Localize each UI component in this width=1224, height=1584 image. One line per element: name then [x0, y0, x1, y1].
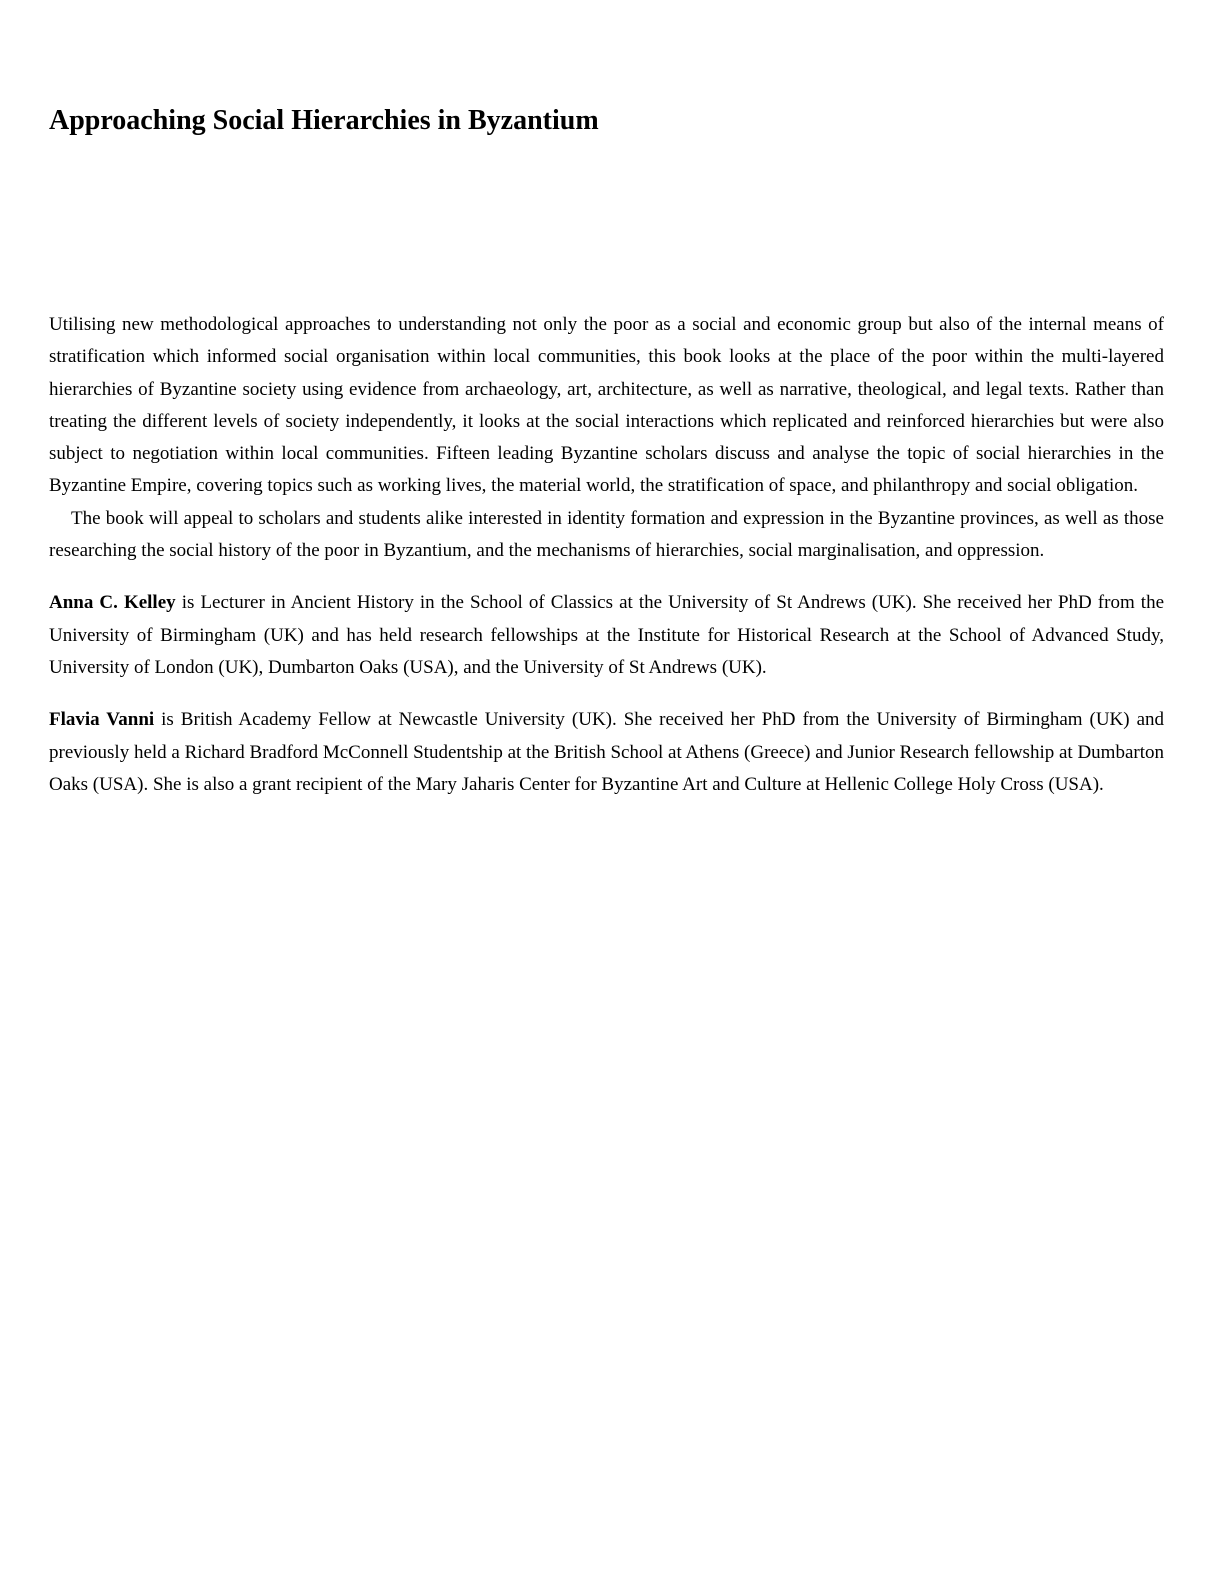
book-description [49, 309, 1164, 567]
author-bio-text: is British Academy Fellow at Newcastle University (UK). She received her PhD from the University of Birmingham (UK) and previously held a Richard Bradford McConnell Studentship at the British School at Athens (Greece) and Junior Research fellowship at Dumbarton Oaks (USA). She is also a grant recipient of the Mary Jaharis Center for Byzantine Art and Culture at Hellenic College Holy Cross (USA). [49, 709, 1164, 795]
page-title: Approaching Social Hierarchies in Byzantium [49, 105, 599, 136]
description-paragraph-2: The book will appeal to scholars and students alike interested in identity formation and expression in the Byzantine provinces, as well as those researching the social history of the poor in Byzantium, and the mechanisms of hierarchies, social marginalisation, and oppression. [49, 507, 1164, 562]
author-bio-text: is Lecturer in Ancient History in the School of Classics at the University of St Andrews (UK). She received her PhD from the University of Birmingham (UK) and has held research fellowships at the Institute for Historical Research at the School of Advanced Study, University of London (UK), Dumbarton Oaks (USA), and the University of St Andrews (UK). [49, 592, 1165, 678]
description-paragraph-1: Utilising new methodological approaches to understanding not only the poor as a social and economic group but also of the internal means of stratification which informed social organisation within local communities, this book looks at the place of the poor within the multi-layered hierarchies of Byzantine society using evidence from archaeology, art, architecture, as well as narrative, theological, and legal texts. Rather than treating the different levels of society independently, it looks at the social interactions which replicated and reinforced hierarchies but were also subject to negotiation within local communities. Fifteen leading Byzantine scholars discuss and analyse the topic of social hierarchies in the Byzantine Empire, covering topics such as working lives, the material world, the stratification of space, and philanthropy and social obligation. [49, 314, 1164, 497]
author-bio-flavia-vanni [49, 704, 1164, 801]
author-name: Flavia Vanni [49, 709, 155, 731]
author-name: Anna C. Kelley [49, 592, 176, 614]
author-bio-anna-c-kelley [49, 587, 1164, 684]
